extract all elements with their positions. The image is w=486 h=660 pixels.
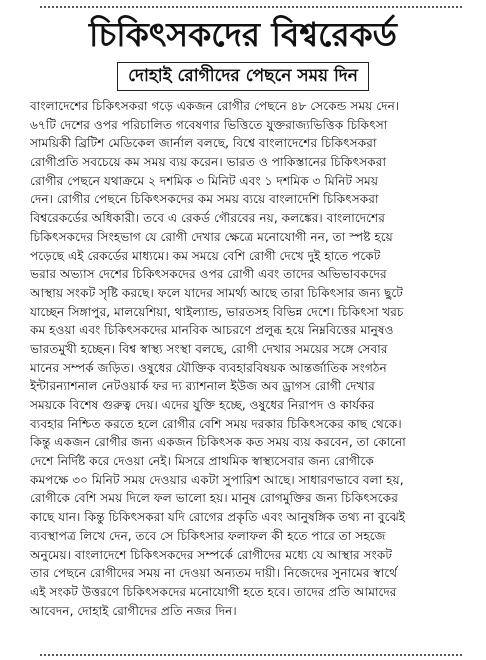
body-line: যাচ্ছেন সিঙ্গাপুর, মালয়েশিয়া, থাইল্যান্ড, ভারতসহ বিভিন্ন দেশে। চিকিৎসা খরচ xyxy=(30,304,404,319)
body-line: রোগীকে বেশি সময় দিলে ফল ভালো হয়। মানুষ রোগমুক্তির জন্য চিকিৎসকের xyxy=(30,491,398,506)
body-line: মানের সম্পর্ক জড়িত। ওষুধের যৌক্তিক ব্যবহারবিষয়ক আন্তর্জাতিক সংগঠন xyxy=(30,360,387,375)
body-line: বাংলাদেশের চিকিৎসকরা গড়ে একজন রোগীর পেছনে ৪৮ সেকেন্ড সময় দেন। xyxy=(30,99,400,113)
body-line: ব্যবস্থাপত্র লিখে দেন, তবে সে চিকিৎসার ফলাফল কী হতে পারে তা সহজে xyxy=(30,528,386,543)
body-line: ব্যবহার নিশ্চিত করতে হলে রোগীর বেশি সময় দরকার চিকিৎসকের কাছ থেকে। xyxy=(30,416,402,431)
body-line: অনুমেয়। বাংলাদেশে চিকিৎসকদের সম্পর্কে রোগীদের মধ্যে যে আস্থার সংকট xyxy=(30,547,393,562)
body-line: ৬৭টি দেশের ওপর পরিচালিত গবেষণার ভিত্তিতে যুক্তরাজ্যভিত্তিক চিকিৎসা xyxy=(30,117,388,132)
body-line: আবেদন, দোহাই রোগীদের প্রতি নজর দিন। xyxy=(30,603,237,618)
body-line: তার পেছনে রোগীদের সময় না দেওয়া অন্যতম দায়ী। নিজেদের সুনামের স্বার্থে xyxy=(30,566,398,581)
body-line: কমপক্ষে ৩০ মিনিট সময় দেওয়ার একটা সুপারিশ আছে। সাধারণভাবে বলা হয়, xyxy=(30,472,404,487)
body-line: চিকিৎসকদের সিংহভাগ যে রোগী দেখার ক্ষেত্রে মনোযোগী নন, তা স্পষ্ট হয়ে xyxy=(30,229,393,244)
body-line: সাময়িকী ব্রিটিশ মেডিকেল জার্নাল বলছে, বিশ্বে বাংলাদেশের চিকিৎসকরা xyxy=(30,136,377,151)
body-line: পড়েছে এই রেকর্ডের মাধ্যমে। কম সময়ে বেশি রোগী দেখে দুই হাতে পকেট xyxy=(30,248,381,263)
headline: চিকিৎসকদের বিশ্বরেকর্ড xyxy=(89,15,397,54)
body-line: কাছে যান। কিন্তু চিকিৎসকরা যদি রোগের প্রকৃতি এবং আনুষঙ্গিক তথ্য না বুঝেই xyxy=(30,510,406,525)
body-line: রোগীর পেছনে যথাক্রমে ২ দশমিক ৩ মিনিট এবং ১ দশমিক ৩ মিনিট সময় xyxy=(30,173,379,188)
bottom-dotted-divider xyxy=(40,654,462,656)
body-line: আস্থায় সংকট সৃষ্টি করছে। ফলে যাদের সামর্থ্য আছে তারা চিকিৎসার জন্য ছুটে xyxy=(30,285,403,300)
body-line: ভরার অভ্যাস দেশের চিকিৎসকদের ওপর রোগী এবং তাদের অভিভাবকদের xyxy=(30,267,387,282)
body-line: বিশ্বরেকর্ডের অধিকারী। তবে এ রেকর্ড গৌরবের নয়, কলঙ্কের। বাংলাদেশের xyxy=(30,211,385,226)
subheadline: দোহাই রোগীদের পেছনে সময় দিন xyxy=(117,62,369,91)
body-line: সময়কে বিশেষ গুরুত্ব দেয়। এদের যুক্তি হচ্ছে, ওষুধের নিরাপদ ও কার্যকর xyxy=(30,398,375,412)
body-line: দেশে নির্দিষ্ট করে দেওয়া নেই। মিসরে প্রাথমিক স্বাস্থ্যসেবার জন্য রোগীকে xyxy=(30,454,374,469)
body-line: এই সংকট উত্তরণে চিকিৎসকদের মনোযোগী হতে হবে। তাদের প্রতি আমাদের xyxy=(30,584,397,599)
top-dotted-divider xyxy=(40,6,462,8)
body-line: কিন্তু একজন রোগীর জন্য একজন চিকিৎসক কত সময় ব্যয় করবেন, তা কোনো xyxy=(30,435,406,450)
body-line: রোগীপ্রতি সবচেয়ে কম সময় ব্যয় করেন। ভারত ও পাকিস্তানের চিকিৎসকরা xyxy=(30,155,387,170)
body-line: ইন্টারন্যাশনাল নেটওয়ার্ক ফর দ্য র‍্যাশনাল ইউজ অব ড্রাগস রোগী দেখার xyxy=(30,379,375,394)
body-line: কম হওয়া এবং চিকিৎসকদের মানবিক আচরণে প্রলুব্ধ হয়ে নিম্নবিত্তের মানুষও xyxy=(30,323,394,338)
article-body xyxy=(30,97,466,620)
body-line: দেন। রোগীর পেছনে চিকিৎসকদের কম সময় ব্যয়ে বাংলাদেশি চিকিৎসকরা xyxy=(30,192,379,207)
body-line: ভারতমুখী হচ্ছেন। বিশ্ব স্বাস্থ্য সংস্থা বলছে, রোগী দেখার সময়ের সঙ্গে সেবার xyxy=(30,341,388,356)
subheadline-container xyxy=(0,62,486,91)
